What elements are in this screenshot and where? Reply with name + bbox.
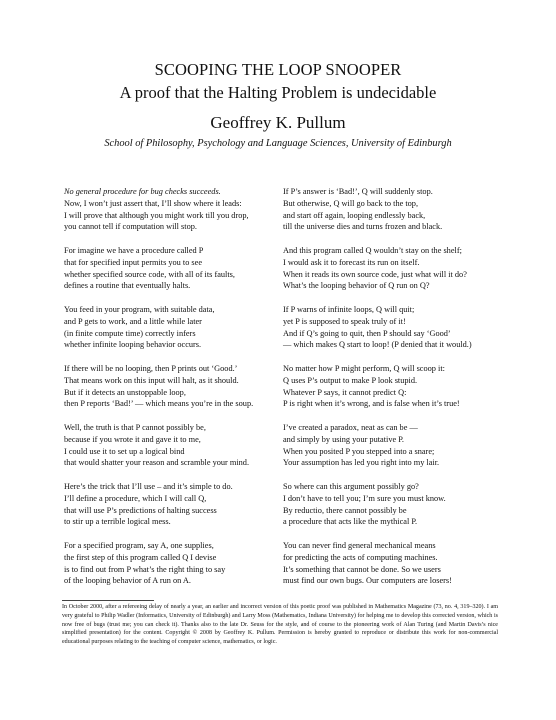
title-block (0, 60, 556, 151)
poem-line: It’s something that cannot be done. So we users (283, 564, 441, 574)
poem-line: Your assumption has led you right into my lair. (283, 458, 440, 468)
poem-line: Now, I won’t just assert that, I’ll show where it leads: (64, 198, 242, 208)
poem-line: to stir up a terrible logical mess. (64, 517, 171, 527)
poem-line: If P warns of infinite loops, Q will quit; (283, 304, 415, 314)
poem-line: the first step of this program called Q I devise (64, 552, 217, 562)
poem-line: What’s the looping behavior of Q run on Q? (283, 281, 430, 291)
poem-line: And if Q’s going to quit, then P should say ‘Good’ (283, 328, 451, 338)
paper-subtitle: A proof that the Halting Problem is undecidable (119, 83, 437, 102)
poem-line: For a specified program, say A, one supplies, (64, 540, 214, 550)
paper-title: SCOOPING THE LOOP SNOOPER (154, 60, 402, 79)
poem-line: If P’s answer is ‘Bad!’, Q will suddenly stop. (283, 187, 433, 196)
poem-line: I could use it to set up a logical bind (64, 446, 185, 456)
poem-line: whether infinite looping behavior occurs. (64, 340, 202, 350)
footnote-line: for the style, and of course to the pioneering work of Alan Turing (and Martin Davis’s nice simplified presentation) for the content. Copyright © (62, 621, 498, 637)
poem-line: I will prove that although you might work till you drop, (64, 210, 249, 220)
author-affiliation: School of Philosophy, Psychology and Language Sciences, University of Edinburgh (104, 138, 452, 149)
author-name: Geoffrey K. Pullum (210, 113, 346, 132)
poem-line: Well, the truth is that P cannot possibly be, (64, 422, 206, 432)
stanza (64, 304, 253, 351)
footnote-line: Magazine (73, no. 4, 319–320). I am very grateful to Philip Wadler (Informatics, University of Edinburgh) and Larry Moss (Mathematics, Indiana (62, 604, 499, 619)
stanza (283, 363, 472, 410)
stanza (283, 186, 472, 233)
poem-line: When you posited P you stepped into a snare; (283, 446, 435, 456)
stanza (64, 540, 253, 587)
footnote-rule (62, 600, 154, 601)
poem-line: that for specified input permits you to see (64, 257, 203, 267)
poem-line: By reductio, there cannot possibly be (283, 505, 407, 515)
stanza (283, 304, 472, 351)
poem-line: I’ve created a paradox, neat as can be — (283, 422, 418, 432)
poem-line: of the looping behavior of A run on A. (64, 576, 191, 586)
poem-line: You feed in your program, with suitable data, (64, 304, 215, 314)
poem-line: So where can this argument possibly go? (283, 481, 419, 491)
poem-line: you cannot tell if computation will stop. (64, 222, 197, 232)
poem-line: for predicting the acts of computing machines. (283, 552, 438, 562)
poem-line: yet P is supposed to speak truly of it! (283, 316, 406, 326)
stanza (283, 540, 472, 587)
poem-line: because if you wrote it and gave it to me, (64, 434, 201, 444)
poem-line: I don’t have to tell you; I’m sure you must know. (283, 493, 446, 503)
poem-line: P is right when it’s wrong, and is false when it’s true! (283, 399, 460, 409)
poem-line: And this program called Q wouldn’t stay on the shelf; (283, 245, 462, 255)
poem-line: When it reads its own source code, just what will it do? (283, 269, 467, 279)
poem-line: that will use P’s predictions of halting success (64, 505, 217, 515)
stanza (64, 186, 253, 233)
stanza (283, 481, 472, 528)
poem-line: For imagine we have a procedure called P (64, 245, 204, 255)
poem-line: and start off again, looping endlessly back, (283, 210, 426, 220)
poem-line: that would shatter your reason and scramble your mind. (64, 458, 250, 468)
stanza (64, 481, 253, 528)
poem-line: and P gets to work, and a little while later (64, 316, 202, 326)
poem-line: defines a routine that eventually halts. (64, 281, 191, 291)
footnote-line: 2008 by Geoffrey K. Pullum. Permission is hereby granted to reproduce or distribute this work for non-commercial educational purposes relating (62, 630, 498, 646)
stanza (64, 422, 253, 469)
poem-line: If there will be no looping, then P prints out ‘Good.’ (64, 363, 238, 373)
poem-line: a procedure that acts like the mythical P. (283, 517, 418, 527)
poem-line: You can never find general mechanical means (283, 540, 436, 550)
poem-line: Whatever P says, it cannot predict Q: (283, 387, 407, 397)
poem-line: But if it detects an unstoppable loop, (64, 387, 186, 397)
footnote (62, 603, 498, 647)
poem-column-right (283, 186, 472, 599)
poem-line: I’ll define a procedure, which I will call Q, (64, 493, 207, 503)
poem-line: — which makes Q start to loop! (P denied that it would.) (283, 340, 472, 350)
poem-line: then P reports ‘Bad!’ — which means you’re in the soup. (64, 399, 254, 409)
poem-line: No general procedure for bug checks succeeds. (64, 187, 221, 196)
footnote-line: to the teaching of computer science, mathematics, or logic. (134, 639, 277, 646)
poem-line: No matter how P might perform, Q will scoop it: (283, 363, 445, 373)
poem-line: whether specified source code, with all of its faults, (64, 269, 235, 279)
footnote-line: In October 2000, after a refereeing delay of nearly a year, an earlier and incorrect version of this poetic proof was published in Mathematics (62, 604, 407, 610)
stanza (64, 363, 253, 410)
poem-line: Here’s the trick that I’ll use – and it’s simple to do. (64, 481, 233, 491)
poem-line: till the universe dies and turns frozen and black. (283, 222, 443, 232)
poem-line: That means work on this input will halt, as it should. (64, 375, 239, 385)
poem-line: must find our own bugs. Our computers are losers! (283, 576, 452, 586)
poem-line: is to find out from P what’s the right thing to say (64, 564, 226, 574)
stanza (283, 245, 472, 292)
poem-column-left (64, 186, 253, 599)
stanza (64, 245, 253, 292)
stanza (283, 422, 472, 469)
poem-line: and simply by using your putative P. (283, 434, 404, 444)
poem-line: But otherwise, Q will go back to the top, (283, 198, 419, 208)
poem-line: Q uses P’s output to make P look stupid. (283, 375, 418, 385)
poem-line: I would ask it to forecast its run on itself. (283, 257, 420, 267)
poem-line: (in finite compute time) correctly infers (64, 328, 196, 338)
footnote-line: University) for helping me to develop this corrected version, which is now free of bugs (trust me; you can check it). Thanks also to the late Dr. Seuss (62, 612, 498, 628)
